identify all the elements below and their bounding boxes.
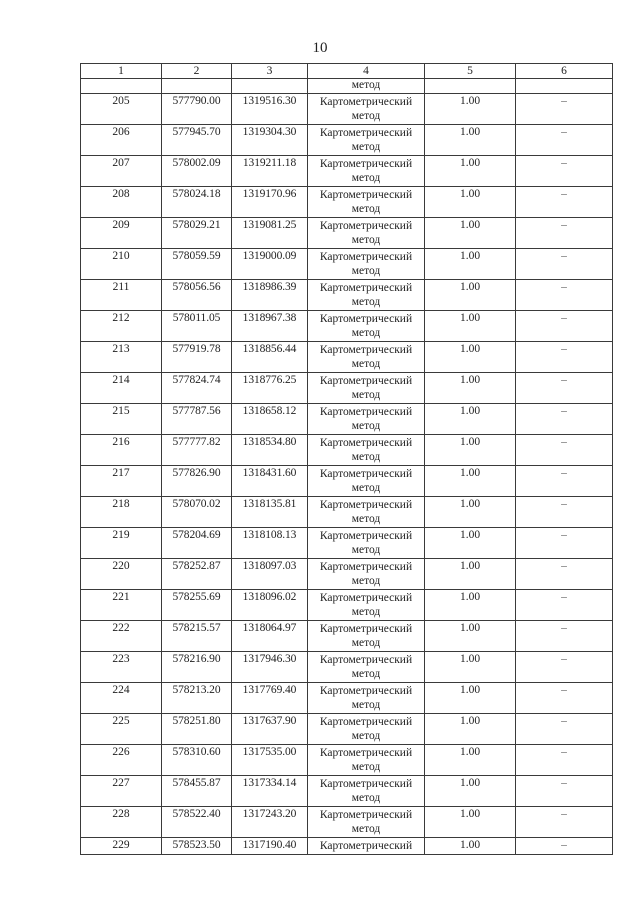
y-coordinate-cell: 1318658.12 (232, 404, 308, 435)
point-number-cell: 218 (81, 497, 162, 528)
method-line-2: метод (351, 141, 381, 153)
point-number-cell: 207 (81, 156, 162, 187)
method-cell (308, 435, 425, 466)
accuracy-cell: 1.00 (425, 466, 516, 497)
x-coordinate-cell: 578252.87 (162, 559, 232, 590)
method-line-2: метод (351, 203, 381, 215)
method-cell (308, 342, 425, 373)
point-number-cell: 210 (81, 249, 162, 280)
column-header: 4 (308, 64, 425, 79)
x-coordinate-cell: 577824.74 (162, 373, 232, 404)
method-line-2: метод (351, 389, 381, 401)
method-cell (308, 156, 425, 187)
y-coordinate-cell: 1317637.90 (232, 714, 308, 745)
table-row (81, 373, 613, 404)
y-coordinate-cell: 1319170.96 (232, 187, 308, 218)
accuracy-cell: 1.00 (425, 435, 516, 466)
point-number-cell: 222 (81, 621, 162, 652)
note-cell: – (516, 745, 613, 776)
y-coordinate-cell: 1318534.80 (232, 435, 308, 466)
note-cell: – (516, 652, 613, 683)
x-coordinate-cell: 578059.59 (162, 249, 232, 280)
note-cell: – (516, 838, 613, 855)
table-row (81, 745, 613, 776)
method-line-1: Картометрический (319, 344, 413, 356)
note-cell: – (516, 218, 613, 249)
point-number-cell: 213 (81, 342, 162, 373)
coordinates-table (80, 63, 613, 855)
method-cell (308, 466, 425, 497)
method-line-1: Картометрический (319, 313, 413, 325)
x-coordinate-cell: 578002.09 (162, 156, 232, 187)
point-number-cell: 212 (81, 311, 162, 342)
continuation-row (81, 79, 613, 94)
method-cell (308, 125, 425, 156)
note-cell: – (516, 280, 613, 311)
table-row (81, 342, 613, 373)
table-row (81, 807, 613, 838)
method-line-2: метод (351, 420, 381, 432)
method-line-2: метод (351, 792, 381, 804)
note-cell: – (516, 466, 613, 497)
table-row (81, 528, 613, 559)
table-row (81, 280, 613, 311)
table-row (81, 714, 613, 745)
y-coordinate-cell: 1317946.30 (232, 652, 308, 683)
method-cell: Картометрический (308, 838, 425, 855)
method-line-1: Картометрический (319, 375, 413, 387)
column-header: 1 (81, 64, 162, 79)
note-cell: – (516, 94, 613, 125)
y-coordinate-cell: 1318064.97 (232, 621, 308, 652)
y-coordinate-cell: 1319000.09 (232, 249, 308, 280)
table-header-row (81, 64, 613, 79)
table-row (81, 125, 613, 156)
method-line-2: метод (351, 823, 381, 835)
y-coordinate-cell: 1318856.44 (232, 342, 308, 373)
note-cell: – (516, 156, 613, 187)
note-cell: – (516, 373, 613, 404)
point-number-cell: 211 (81, 280, 162, 311)
method-line-1: Картометрический (319, 127, 413, 139)
y-coordinate-cell: 1318135.81 (232, 497, 308, 528)
method-cell: метод (308, 79, 425, 94)
note-cell: – (516, 249, 613, 280)
x-coordinate-cell: 577919.78 (162, 342, 232, 373)
note-cell: – (516, 714, 613, 745)
point-number-cell: 220 (81, 559, 162, 590)
method-cell (308, 745, 425, 776)
point-number-cell: 208 (81, 187, 162, 218)
x-coordinate-cell: 578024.18 (162, 187, 232, 218)
point-number-cell: 215 (81, 404, 162, 435)
table-row (81, 652, 613, 683)
method-cell (308, 280, 425, 311)
method-cell (308, 714, 425, 745)
method-line-2: метод (351, 296, 381, 308)
y-coordinate-cell: 1318967.38 (232, 311, 308, 342)
method-line-1: Картометрический (319, 685, 413, 697)
point-number-cell: 223 (81, 652, 162, 683)
note-cell: – (516, 435, 613, 466)
accuracy-cell: 1.00 (425, 776, 516, 807)
table-row (81, 249, 613, 280)
method-cell (308, 776, 425, 807)
note-cell: – (516, 621, 613, 652)
method-line-2: метод (351, 730, 381, 742)
method-line-2: метод (351, 513, 381, 525)
x-coordinate-cell: 578216.90 (162, 652, 232, 683)
table-row (81, 218, 613, 249)
method-line-1: Картометрический (319, 220, 413, 232)
method-line-1: Картометрический (319, 251, 413, 263)
method-cell (308, 559, 425, 590)
method-line-2: метод (351, 172, 381, 184)
table-row (81, 404, 613, 435)
method-line-1: Картометрический (319, 592, 413, 604)
accuracy-cell: 1.00 (425, 404, 516, 435)
point-number-cell: 217 (81, 466, 162, 497)
table-row (81, 497, 613, 528)
x-coordinate-cell: 578522.40 (162, 807, 232, 838)
column-header: 2 (162, 64, 232, 79)
method-cell (308, 807, 425, 838)
table-row (81, 435, 613, 466)
method-cell (308, 94, 425, 125)
y-coordinate-cell: 1317243.20 (232, 807, 308, 838)
table-row (81, 683, 613, 714)
method-line-2: метод (351, 451, 381, 463)
accuracy-cell: 1.00 (425, 745, 516, 776)
table-row (81, 187, 613, 218)
accuracy-cell: 1.00 (425, 838, 516, 855)
accuracy-cell: 1.00 (425, 807, 516, 838)
point-number-cell: 224 (81, 683, 162, 714)
accuracy-cell: 1.00 (425, 311, 516, 342)
method-line-1: Картометрический (319, 437, 413, 449)
note-cell: – (516, 187, 613, 218)
table-row (81, 311, 613, 342)
table-row (81, 838, 613, 855)
accuracy-cell: 1.00 (425, 652, 516, 683)
method-line-1: Картометрический (319, 282, 413, 294)
method-line-2: метод (351, 265, 381, 277)
method-line-1: Картометрический (319, 499, 413, 511)
y-coordinate-cell: 1318776.25 (232, 373, 308, 404)
method-cell (308, 218, 425, 249)
note-cell: – (516, 497, 613, 528)
point-number-cell: 228 (81, 807, 162, 838)
column-header: 3 (232, 64, 308, 79)
method-line-2: метод (351, 358, 381, 370)
x-coordinate-cell: 578029.21 (162, 218, 232, 249)
y-coordinate-cell: 1319516.30 (232, 94, 308, 125)
table-row (81, 621, 613, 652)
accuracy-cell: 1.00 (425, 559, 516, 590)
x-coordinate-cell: 578455.87 (162, 776, 232, 807)
x-coordinate-cell: 578310.60 (162, 745, 232, 776)
x-coordinate-cell: 577945.70 (162, 125, 232, 156)
x-coordinate-cell: 578011.05 (162, 311, 232, 342)
x-coordinate-cell: 577787.56 (162, 404, 232, 435)
x-coordinate-cell: 578213.20 (162, 683, 232, 714)
note-cell: – (516, 528, 613, 559)
point-number-cell: 209 (81, 218, 162, 249)
method-cell (308, 683, 425, 714)
method-line-2: метод (351, 699, 381, 711)
x-coordinate-cell: 578215.57 (162, 621, 232, 652)
method-line-2: метод (351, 110, 381, 122)
table-row (81, 466, 613, 497)
note-cell: – (516, 125, 613, 156)
y-coordinate-cell: 1318096.02 (232, 590, 308, 621)
point-number-cell: 216 (81, 435, 162, 466)
note-cell: – (516, 311, 613, 342)
method-cell (308, 187, 425, 218)
note-cell: – (516, 559, 613, 590)
method-line-2: метод (351, 668, 381, 680)
method-cell (308, 311, 425, 342)
point-number-cell: 227 (81, 776, 162, 807)
table-row (81, 156, 613, 187)
x-coordinate-cell: 577826.90 (162, 466, 232, 497)
column-header: 6 (516, 64, 613, 79)
x-coordinate-cell: 578056.56 (162, 280, 232, 311)
accuracy-cell: 1.00 (425, 156, 516, 187)
method-line-2: метод (351, 327, 381, 339)
point-number-cell: 214 (81, 373, 162, 404)
accuracy-cell: 1.00 (425, 714, 516, 745)
accuracy-cell: 1.00 (425, 373, 516, 404)
note-cell: – (516, 404, 613, 435)
x-coordinate-cell: 578523.50 (162, 838, 232, 855)
y-coordinate-cell: 1318431.60 (232, 466, 308, 497)
method-line-2: метод (351, 761, 381, 773)
accuracy-cell: 1.00 (425, 280, 516, 311)
method-line-1: Картометрический (319, 189, 413, 201)
y-coordinate-cell: 1317190.40 (232, 838, 308, 855)
accuracy-cell: 1.00 (425, 621, 516, 652)
method-line-2: метод (351, 234, 381, 246)
accuracy-cell: 1.00 (425, 683, 516, 714)
point-number-cell: 229 (81, 838, 162, 855)
accuracy-cell: 1.00 (425, 187, 516, 218)
method-line-1: Картометрический (319, 158, 413, 170)
accuracy-cell: 1.00 (425, 125, 516, 156)
method-line-2: метод (351, 606, 381, 618)
point-number-cell: 225 (81, 714, 162, 745)
method-line-2: метод (351, 544, 381, 556)
y-coordinate-cell: 1317769.40 (232, 683, 308, 714)
method-cell (308, 497, 425, 528)
method-cell (308, 652, 425, 683)
method-line-2: метод (351, 482, 381, 494)
method-line-1: Картометрический (319, 623, 413, 635)
note-cell: – (516, 683, 613, 714)
method-line-1: Картометрический (319, 96, 413, 108)
accuracy-cell: 1.00 (425, 249, 516, 280)
point-number-cell: 226 (81, 745, 162, 776)
method-cell (308, 404, 425, 435)
method-cell (308, 621, 425, 652)
accuracy-cell: 1.00 (425, 528, 516, 559)
note-cell: – (516, 776, 613, 807)
page-number: 10 (312, 40, 328, 56)
x-coordinate-cell: 578204.69 (162, 528, 232, 559)
method-line-1: Картометрический (319, 530, 413, 542)
method-cell (308, 590, 425, 621)
point-number-cell: 219 (81, 528, 162, 559)
method-line-2: метод (351, 575, 381, 587)
note-cell: – (516, 590, 613, 621)
accuracy-cell: 1.00 (425, 94, 516, 125)
table-row (81, 559, 613, 590)
accuracy-cell: 1.00 (425, 590, 516, 621)
y-coordinate-cell: 1319304.30 (232, 125, 308, 156)
accuracy-cell: 1.00 (425, 218, 516, 249)
method-cell (308, 249, 425, 280)
y-coordinate-cell: 1319081.25 (232, 218, 308, 249)
table-row (81, 590, 613, 621)
method-line-2: метод (351, 637, 381, 649)
x-coordinate-cell: 578070.02 (162, 497, 232, 528)
y-coordinate-cell: 1317535.00 (232, 745, 308, 776)
accuracy-cell: 1.00 (425, 497, 516, 528)
y-coordinate-cell: 1318108.13 (232, 528, 308, 559)
accuracy-cell: 1.00 (425, 342, 516, 373)
y-coordinate-cell: 1318097.03 (232, 559, 308, 590)
point-number-cell: 206 (81, 125, 162, 156)
table-row (81, 94, 613, 125)
method-cell (308, 528, 425, 559)
note-cell: – (516, 807, 613, 838)
y-coordinate-cell: 1317334.14 (232, 776, 308, 807)
y-coordinate-cell: 1318986.39 (232, 280, 308, 311)
method-line-1: Картометрический (319, 561, 413, 573)
y-coordinate-cell: 1319211.18 (232, 156, 308, 187)
point-number-cell: 205 (81, 94, 162, 125)
x-coordinate-cell: 577790.00 (162, 94, 232, 125)
method-line-1: Картометрический (319, 778, 413, 790)
x-coordinate-cell: 577777.82 (162, 435, 232, 466)
method-line-1: Картометрический (319, 747, 413, 759)
method-cell (308, 373, 425, 404)
x-coordinate-cell: 578255.69 (162, 590, 232, 621)
method-line-1: Картометрический (319, 406, 413, 418)
table-row (81, 776, 613, 807)
method-line-1: Картометрический (319, 654, 413, 666)
point-number-cell: 221 (81, 590, 162, 621)
x-coordinate-cell: 578251.80 (162, 714, 232, 745)
column-header: 5 (425, 64, 516, 79)
method-line-1: Картометрический (319, 468, 413, 480)
method-line-1: Картометрический (319, 809, 413, 821)
method-line-1: Картометрический (319, 716, 413, 728)
note-cell: – (516, 342, 613, 373)
